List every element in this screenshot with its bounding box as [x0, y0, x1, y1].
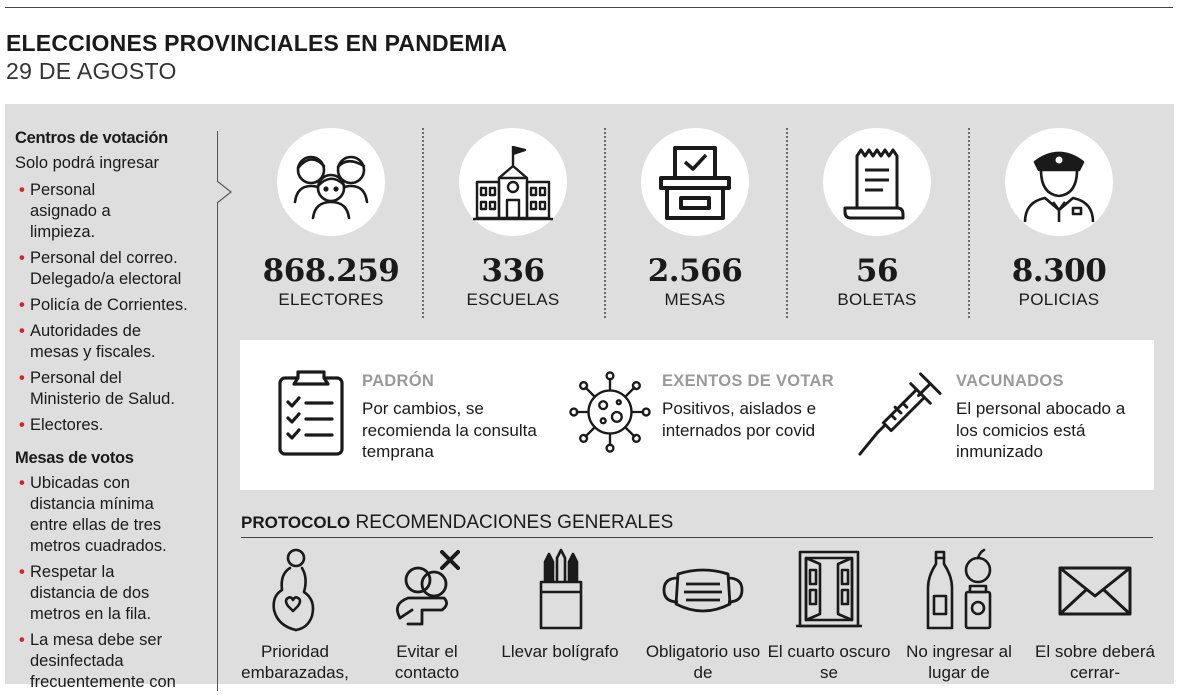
sidebar-list-centros	[15, 180, 205, 436]
stat-value: 868.259	[262, 253, 400, 289]
ballot-paper-icon	[839, 142, 915, 222]
info-text: Positivos, aislados e internados por covid	[662, 399, 817, 440]
info-title: PADRÓN	[362, 372, 435, 390]
pens-icon	[515, 548, 605, 632]
stat-escuelas	[422, 128, 604, 323]
face-mask-icon	[658, 548, 748, 632]
divider-arrow-icon	[216, 181, 232, 203]
stat-label: MESAS	[664, 290, 726, 309]
protocol-text: No ingresar al lugar de	[906, 642, 1012, 682]
protocol-text: Obligatorio uso de	[645, 642, 761, 682]
stat-circle	[459, 128, 567, 236]
stat-value: 336	[481, 253, 545, 289]
protocol-heading	[241, 512, 673, 534]
stat-label: ELECTORES	[278, 290, 384, 309]
protocol-item-barbijo	[638, 548, 768, 683]
page-date: 29 DE AGOSTO	[6, 58, 177, 84]
list-item: • Personal asignado a limpieza.	[15, 180, 165, 243]
info-title: EXENTOS DE VOTAR	[662, 372, 834, 390]
protocol-item-embarazadas	[230, 548, 360, 683]
protocol-item-comida	[894, 548, 1024, 683]
list-item: • Autoridades de mesas y fiscales.	[15, 321, 165, 363]
page-title: ELECCIONES PROVINCIALES EN PANDEMIA	[6, 30, 508, 56]
sidebar-list-mesas	[15, 473, 205, 693]
protocol-title: RECOMENDACIONES GENERALES	[355, 512, 674, 533]
info-title: VACUNADOS	[956, 372, 1064, 390]
envelope-icon	[1050, 548, 1140, 632]
stats-row	[240, 128, 1160, 323]
protocol-item-cuarto	[764, 548, 894, 683]
protocol-text: Evitar el contacto	[394, 642, 460, 682]
school-icon	[471, 142, 555, 222]
protocol-item-contacto	[362, 548, 492, 683]
stat-value: 2.566	[647, 253, 743, 289]
list-item: • Policía de Corrientes.	[15, 295, 205, 316]
no-contact-icon	[382, 548, 472, 632]
syringe-icon	[856, 370, 944, 458]
stat-policias	[968, 128, 1150, 323]
protocol-item-sobre	[1030, 548, 1160, 683]
stat-label: POLICIAS	[1018, 290, 1100, 309]
people-icon	[287, 142, 375, 222]
stat-label: BOLETAS	[837, 290, 917, 309]
protocol-item-boligrafo	[495, 548, 625, 662]
list-item: • Personal del Ministerio de Salud.	[15, 368, 185, 410]
top-rule	[5, 7, 1173, 8]
window-icon	[784, 548, 874, 632]
protocol-text: Prioridad embarazadas,	[241, 642, 349, 682]
stat-value: 8.300	[1011, 253, 1107, 289]
info-text: El personal abocado a los comicios está inmunizado	[956, 399, 1126, 461]
protocol-text: Llevar bolígrafo	[501, 642, 619, 661]
stat-circle	[1005, 128, 1113, 236]
stat-circle	[823, 128, 931, 236]
protocol-label: PROTOCOLO	[241, 513, 351, 532]
list-item: • Electores.	[15, 415, 205, 436]
sidebar	[15, 128, 205, 698]
list-item: • Ubicadas con distancia mínima entre ellas de tres metros cuadrados.	[15, 473, 180, 557]
protocol-text: El cuarto oscuro se	[767, 642, 891, 682]
pregnant-icon	[250, 548, 340, 632]
stat-label: ESCUELAS	[466, 290, 560, 309]
list-item: • Personal del correo. Delegado/a electoral	[15, 248, 205, 290]
list-item: • Respetar la distancia de dos metros en la fila.	[15, 562, 177, 625]
clipboard-checklist-icon	[274, 368, 354, 458]
protocol-text: El sobre deberá cerrar-	[1034, 642, 1156, 682]
stat-circle	[277, 128, 385, 236]
stat-mesas	[604, 128, 786, 323]
sidebar-heading-centros: Centros de votación	[15, 129, 168, 147]
info-box	[240, 340, 1154, 490]
stat-value: 56	[855, 253, 899, 289]
stat-circle	[641, 128, 749, 236]
police-icon	[1017, 140, 1101, 224]
stat-boletas	[786, 128, 968, 323]
protocol-rule	[241, 537, 1153, 538]
stat-electores	[240, 128, 422, 323]
info-text: Por cambios, se recomienda la consulta temprana	[362, 399, 537, 461]
virus-icon	[568, 370, 652, 454]
sidebar-divider	[217, 131, 218, 691]
food-drink-icon	[914, 548, 1004, 632]
sidebar-heading-mesas: Mesas de votos	[15, 449, 134, 467]
sidebar-intro: Solo podrá ingresar	[15, 154, 160, 172]
ballot-box-icon	[653, 142, 737, 222]
list-item: • La mesa debe ser desinfectada frecuentemente con	[15, 630, 200, 693]
